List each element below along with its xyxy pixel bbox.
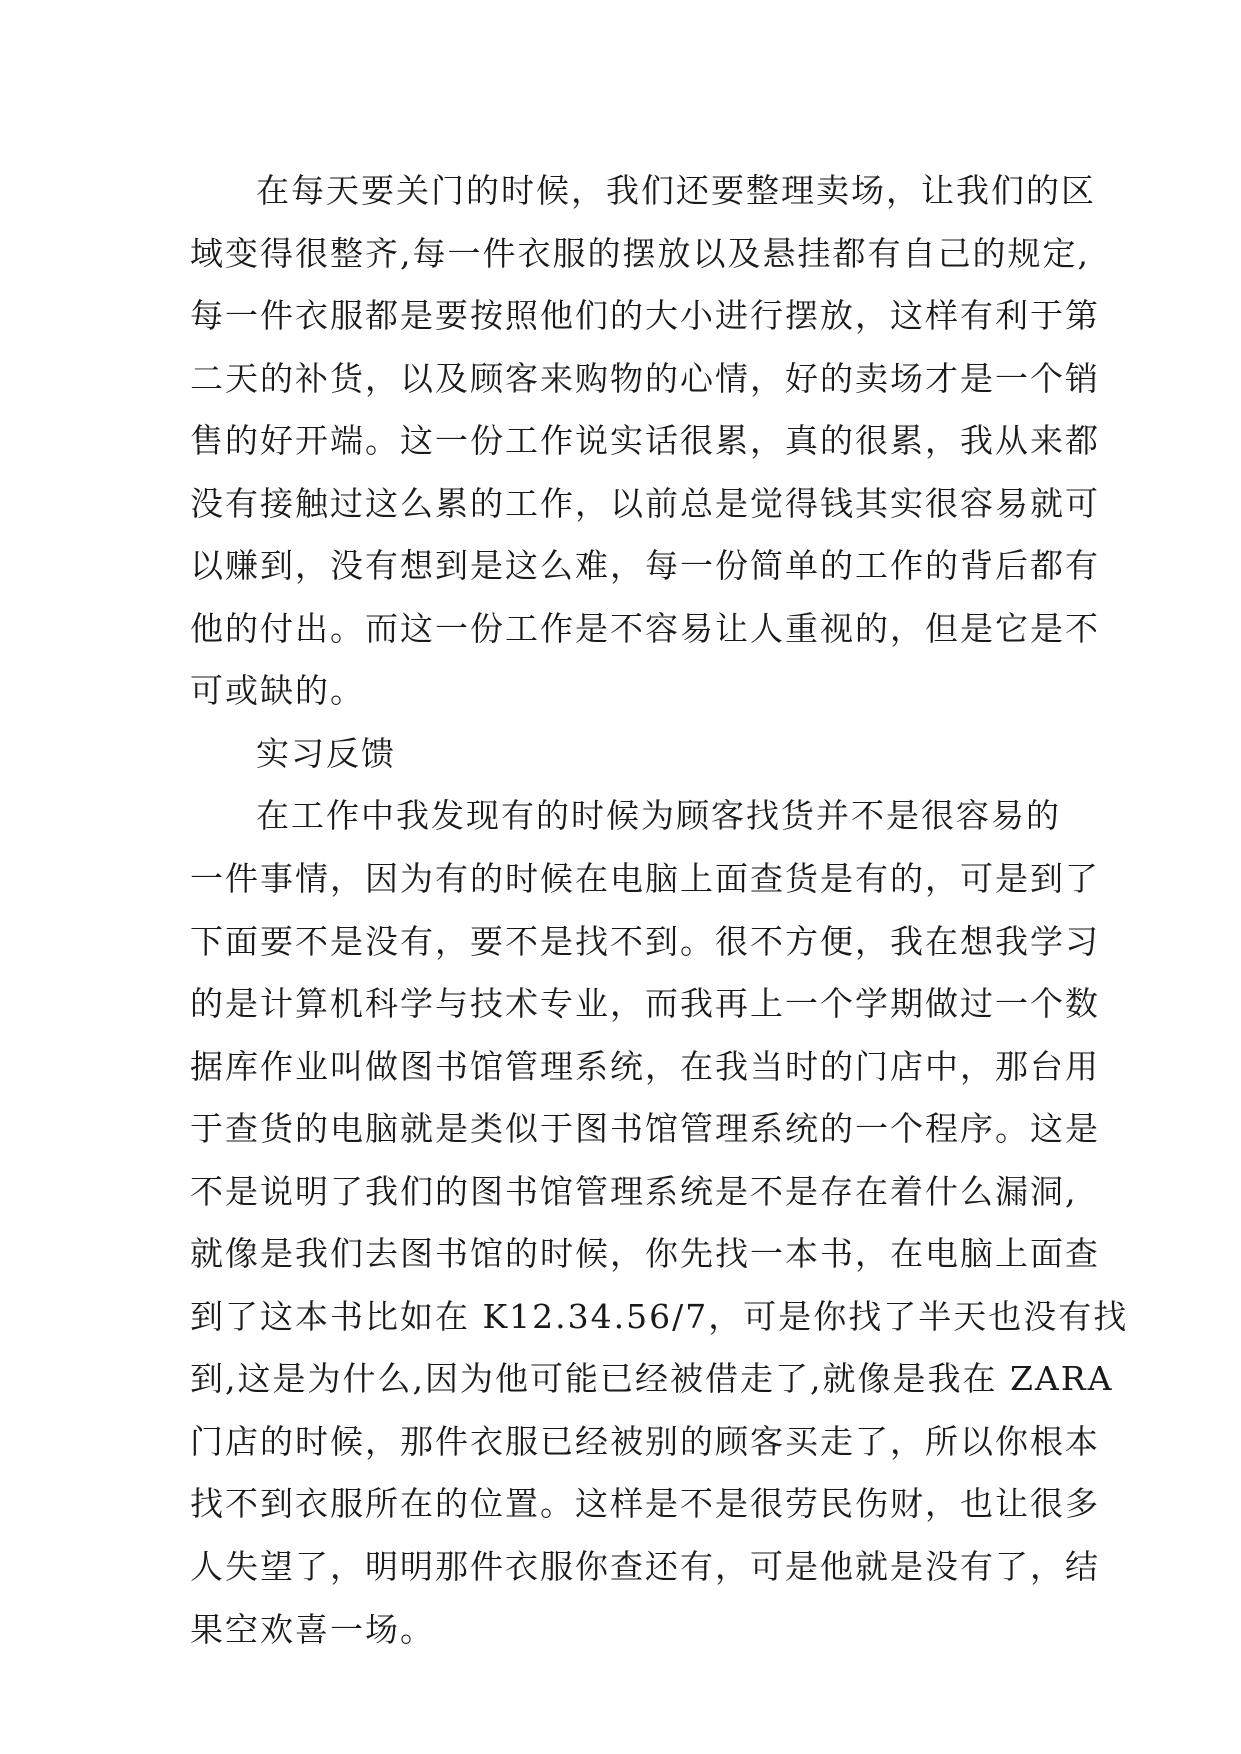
paragraph-line: 每一件衣服都是要按照他们的大小进行摆放，这样有利于第 — [190, 296, 1100, 336]
paragraph-line: 到,这是为什么,因为他可能已经被借走了,就像是我在 ZARA — [190, 1359, 1114, 1399]
paragraph-line: 在每天要关门的时候，我们还要整理卖场，让我们的区 — [256, 171, 1096, 210]
paragraph-line: 在工作中我发现有的时候为顾客找货并不是很容易的 — [256, 796, 1061, 836]
paragraph-line: 据库作业叫做图书馆管理系统，在我当时的门店中，那台用 — [190, 1046, 1100, 1086]
paragraph-line: 门店的时候，那件衣服已经被别的顾客买走了，所以你根本 — [190, 1421, 1100, 1461]
paragraph-line: 一件事情，因为有的时候在电脑上面查货是有的，可是到了 — [190, 859, 1100, 899]
paragraph-line: 没有接触过这么累的工作，以前总是觉得钱其实很容易就可 — [190, 483, 1100, 523]
paragraph-line: 找不到衣服所在的位置。这样是不是很劳民伤财，也让很多 — [190, 1484, 1100, 1524]
paragraph-line: 可或缺的。 — [190, 671, 365, 711]
paragraph-line: 不是说明了我们的图书馆管理系统是不是存在着什么漏洞, — [190, 1171, 1078, 1211]
paragraph-line: 域变得很整齐,每一件衣服的摆放以及悬挂都有自己的规定, — [190, 233, 1090, 273]
paragraph-line: 到了这本书比如在 K12.34.56/7，可是你找了半天也没有找 — [190, 1296, 1129, 1336]
paragraph-line: 人失望了，明明那件衣服你查还有，可是他就是没有了，结 — [190, 1547, 1100, 1587]
section-heading: 实习反馈 — [256, 733, 396, 773]
paragraph-line: 就像是我们去图书馆的时候，你先找一本书，在电脑上面查 — [190, 1234, 1100, 1274]
paragraph-line: 下面要不是没有，要不是找不到。很不方便，我在想我学习 — [190, 921, 1100, 961]
paragraph-line: 他的付出。而这一份工作是不容易让人重视的，但是它是不 — [190, 608, 1100, 648]
paragraph-line: 以赚到，没有想到是这么难，每一份简单的工作的背后都有 — [190, 546, 1100, 586]
paragraph-line: 售的好开端。这一份工作说实话很累，真的很累，我从来都 — [190, 421, 1100, 461]
paragraph-line: 果空欢喜一场。 — [190, 1609, 435, 1649]
paragraph-line: 于查货的电脑就是类似于图书馆管理系统的一个程序。这是 — [190, 1109, 1100, 1149]
document-body — [190, 160, 1129, 1661]
paragraph-line: 的是计算机科学与技术专业，而我再上一个学期做过一个数 — [190, 984, 1100, 1024]
paragraph-line: 二天的补货，以及顾客来购物的心情，好的卖场才是一个销 — [190, 358, 1100, 398]
